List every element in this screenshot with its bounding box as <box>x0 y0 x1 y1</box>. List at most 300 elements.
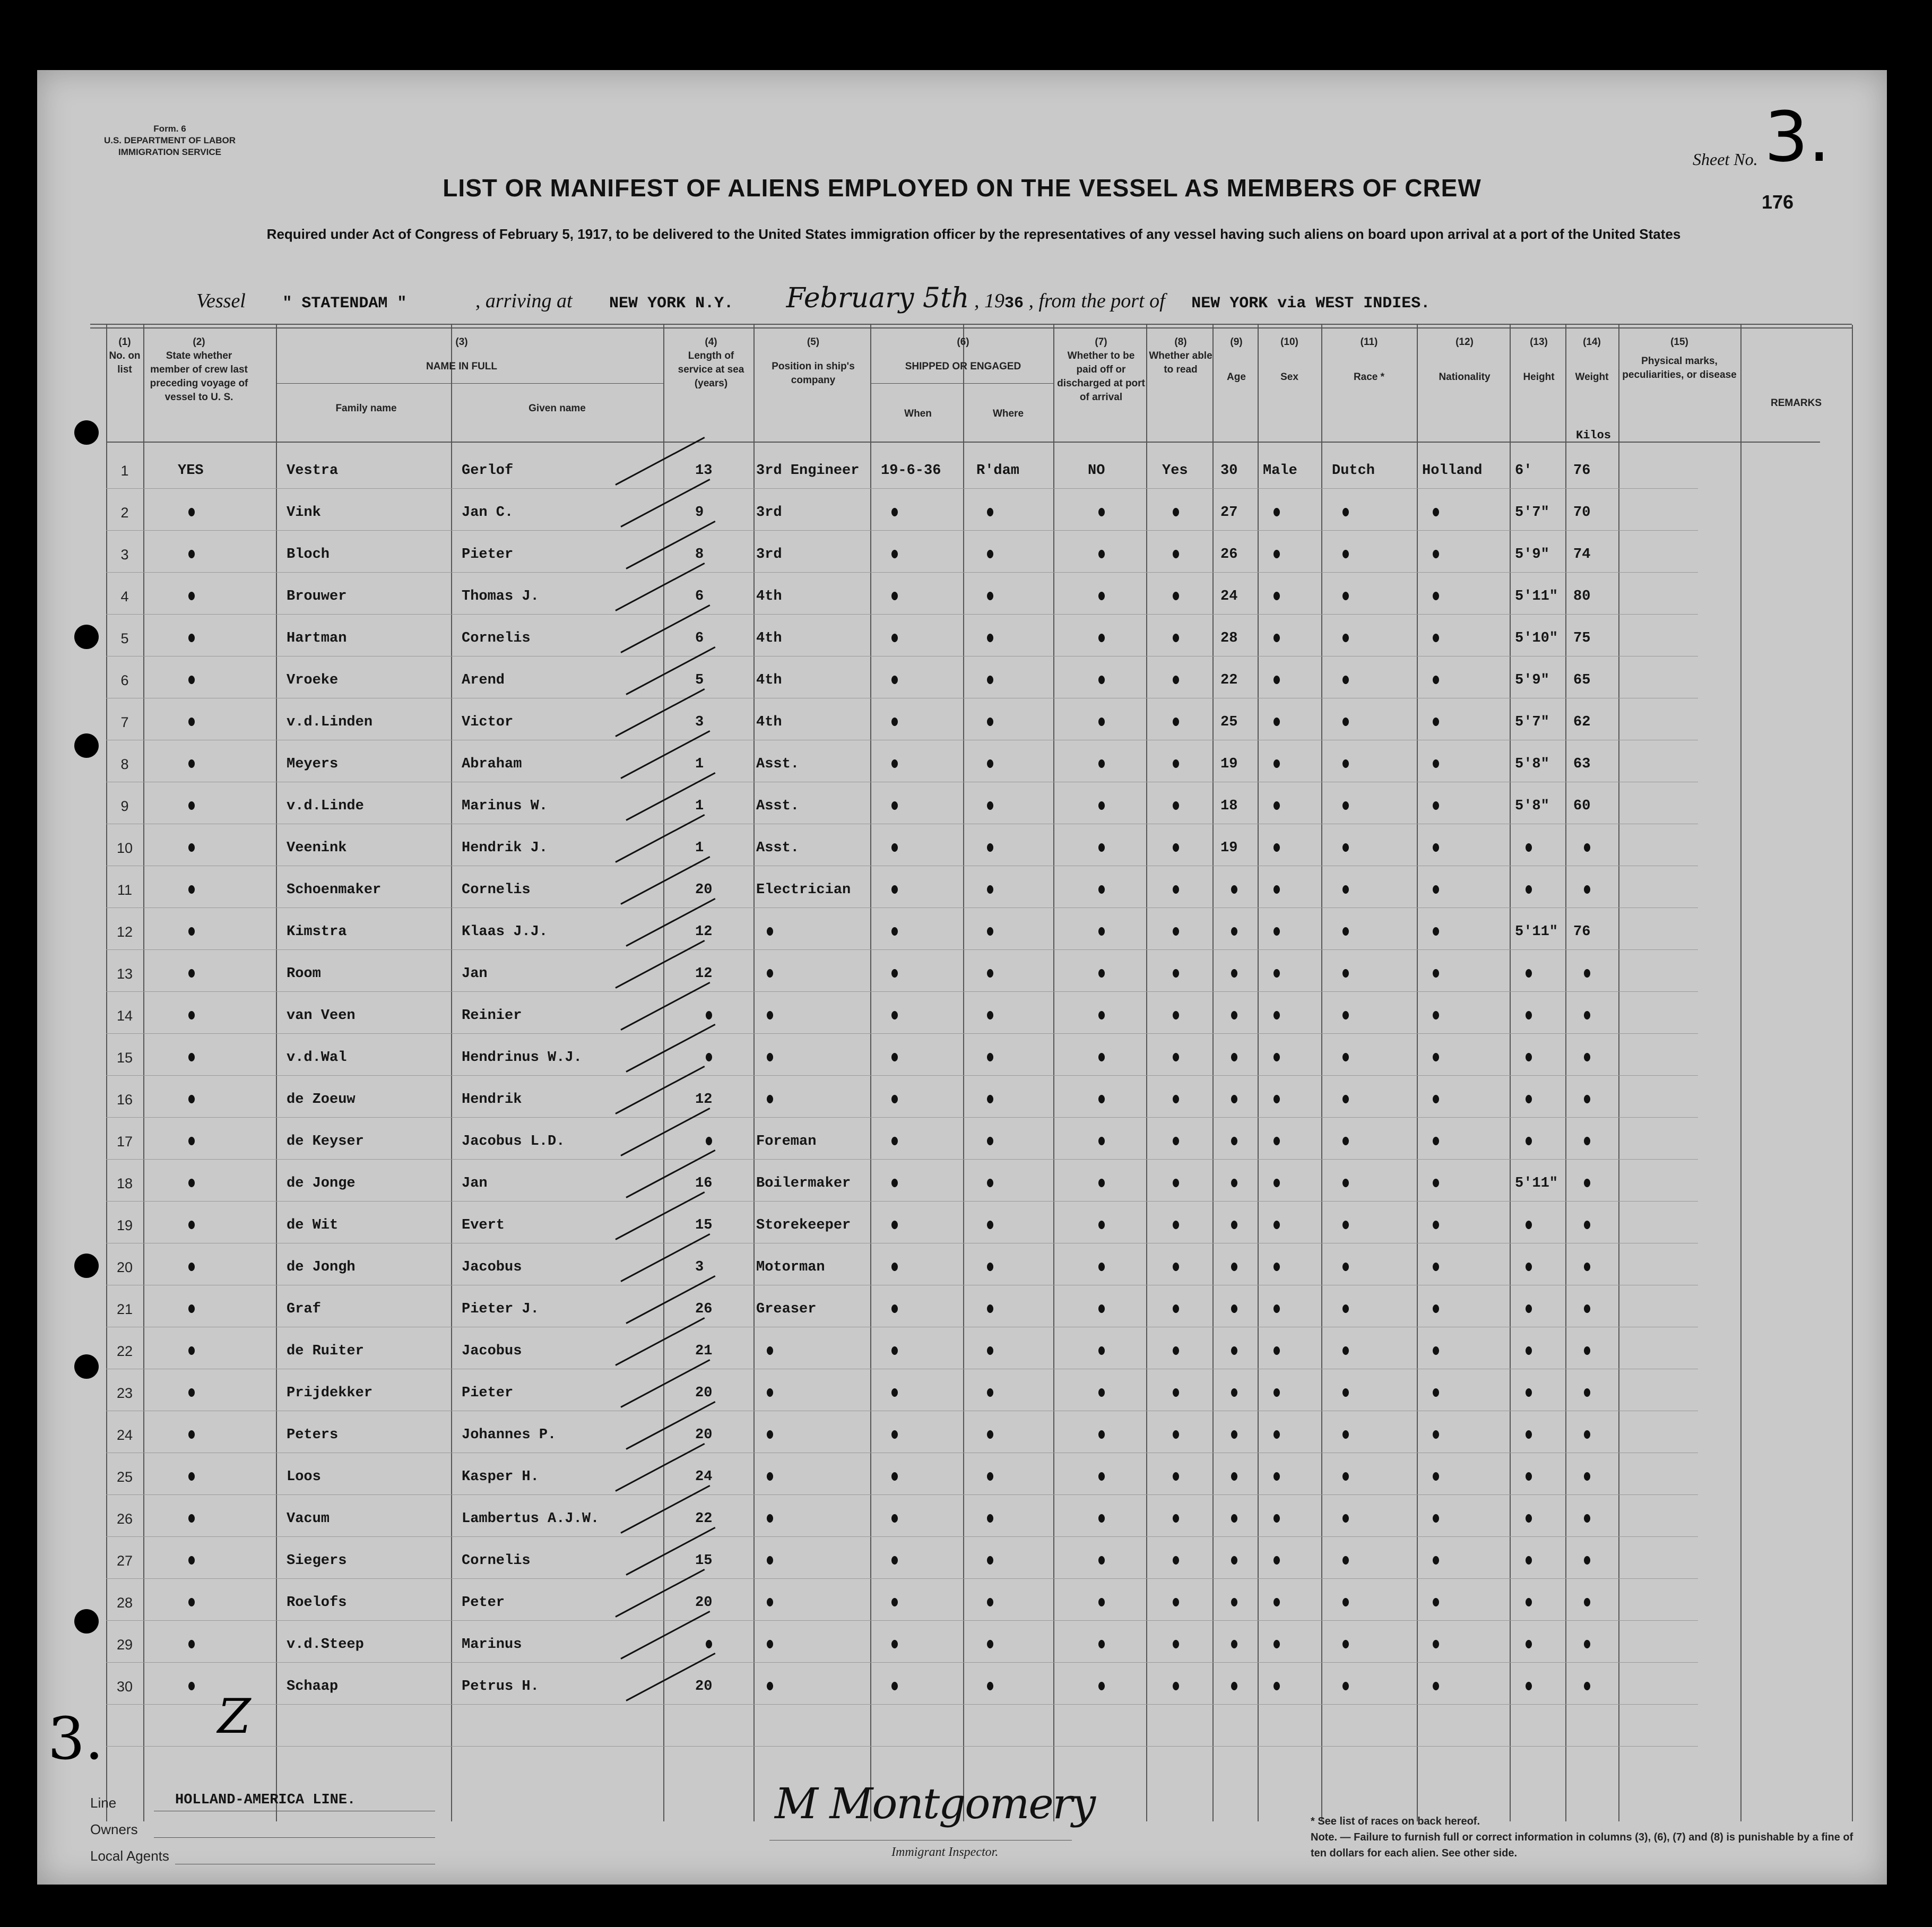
ditto-mark <box>767 1095 773 1103</box>
col-shipped: (6) SHIPPED OR ENGAGED <box>905 336 1021 372</box>
cell-family: v.d.Linden <box>287 714 373 730</box>
cell-years: 1 <box>695 840 704 856</box>
ditto-mark <box>1098 550 1105 558</box>
row-number: 9 <box>120 798 129 814</box>
cell-weight: 74 <box>1573 547 1591 563</box>
cell-height: 5'9" <box>1515 672 1549 688</box>
ditto-mark <box>1584 843 1590 852</box>
col-age: (9) Age <box>1227 336 1246 383</box>
ditto-mark <box>891 1430 898 1439</box>
ditto-mark <box>188 1388 195 1397</box>
ditto-mark <box>1584 1137 1590 1145</box>
column-rule <box>753 325 755 1821</box>
ditto-mark <box>1526 1430 1532 1439</box>
ditto-mark <box>767 927 773 936</box>
cell-years: 9 <box>695 505 704 521</box>
row-rule <box>106 1117 1698 1118</box>
row-number: 14 <box>116 1008 133 1024</box>
ditto-mark <box>1173 759 1179 768</box>
ditto-mark <box>987 634 993 642</box>
row-rule <box>106 1578 1698 1579</box>
ditto-mark <box>1584 1514 1590 1523</box>
ditto-mark <box>1342 1011 1349 1019</box>
cell-given: Jacobus <box>462 1343 522 1359</box>
ditto-mark <box>1342 718 1349 726</box>
column-rule <box>451 325 452 1821</box>
ditto-mark <box>987 718 993 726</box>
cell-given: Klaas J.J. <box>462 924 548 940</box>
ditto-mark <box>891 1095 898 1103</box>
ditto-mark <box>1173 1640 1179 1648</box>
ditto-mark <box>1584 1346 1590 1355</box>
row-number: 12 <box>116 924 133 940</box>
ditto-mark <box>1273 718 1280 726</box>
cell-age: 27 <box>1220 505 1238 521</box>
ditto-mark <box>987 1095 993 1103</box>
row-rule <box>106 1536 1698 1537</box>
ditto-mark <box>1173 1682 1179 1690</box>
ditto-mark <box>1098 1053 1105 1061</box>
cell-position: Foreman <box>756 1134 817 1150</box>
ditto-mark <box>987 1263 993 1271</box>
cell-given: Jan C. <box>462 505 514 521</box>
check-slash <box>615 1317 705 1366</box>
ditto-mark <box>1173 550 1179 558</box>
ditto-mark <box>891 718 898 726</box>
ditto-mark <box>1433 676 1439 684</box>
ditto-mark <box>987 508 993 516</box>
row-rule <box>106 1201 1698 1202</box>
ditto-mark <box>188 1221 195 1229</box>
ditto-mark <box>987 885 993 894</box>
cell-age: 18 <box>1220 798 1238 814</box>
sheet-number: 3. <box>1764 97 1831 177</box>
ditto-mark <box>1231 1514 1237 1523</box>
check-slash <box>615 1191 705 1240</box>
ditto-mark <box>767 1472 773 1481</box>
ditto-mark <box>1273 843 1280 852</box>
cell-family: Meyers <box>287 756 339 772</box>
row-rule <box>106 1075 1698 1076</box>
ditto-mark <box>1231 1095 1237 1103</box>
cell-years: 3 <box>695 714 704 730</box>
ditto-mark <box>1342 927 1349 936</box>
cell-family: Graf <box>287 1301 321 1317</box>
ditto-mark <box>1173 1137 1179 1145</box>
row-rule <box>106 1662 1698 1663</box>
ditto-mark <box>1433 1137 1439 1145</box>
ditto-mark <box>1433 927 1439 936</box>
ditto-mark <box>891 1640 898 1648</box>
cell-position: Boilermaker <box>756 1176 851 1191</box>
cell-when: 19-6-36 <box>881 463 941 479</box>
cell-paid: NO <box>1088 463 1105 479</box>
row-number: 17 <box>116 1134 133 1150</box>
ditto-mark <box>1273 1053 1280 1061</box>
ditto-mark <box>188 1263 195 1271</box>
ditto-mark <box>1231 1263 1237 1271</box>
row-rule <box>106 949 1698 950</box>
punch-hole <box>74 625 99 649</box>
ditto-mark <box>1584 1472 1590 1481</box>
ditto-mark <box>987 1346 993 1355</box>
ditto-mark <box>767 1598 773 1606</box>
ditto-mark <box>1173 1472 1179 1481</box>
cell-read: Yes <box>1162 463 1188 479</box>
check-slash <box>615 1569 705 1618</box>
column-rule <box>1212 325 1214 1821</box>
cell-family: Veenink <box>287 840 347 856</box>
cell-years: 15 <box>695 1217 713 1233</box>
cell-years: 12 <box>695 924 713 940</box>
line-label: Line <box>90 1795 117 1811</box>
ditto-mark <box>1098 1304 1105 1313</box>
ditto-mark <box>188 801 195 810</box>
ditto-mark <box>1526 1137 1532 1145</box>
ditto-mark <box>1584 1640 1590 1648</box>
ditto-mark <box>1098 1388 1105 1397</box>
form-number: Form. 6 <box>153 124 186 134</box>
cell-given: Cornelis <box>462 1553 531 1569</box>
column-rule <box>1321 325 1322 1821</box>
col-physical-marks: (15) Physical marks, peculiarities, or disease <box>1622 336 1737 381</box>
row-number: 26 <box>116 1511 133 1527</box>
ditto-mark <box>1231 1221 1237 1229</box>
cell-years: 12 <box>695 1092 713 1108</box>
cell-age: 25 <box>1220 714 1238 730</box>
ditto-mark <box>706 1640 712 1648</box>
cell-family: Vink <box>287 505 321 521</box>
cell-height: 6' <box>1515 463 1532 479</box>
ditto-mark <box>891 885 898 894</box>
row-number: 25 <box>116 1469 133 1485</box>
col-paid-off: (7) Whether to be paid off or discharged at port of arrival <box>1057 336 1145 403</box>
ditto-mark <box>987 1388 993 1397</box>
ditto-mark <box>1584 1179 1590 1187</box>
subheader-rule <box>870 383 1053 384</box>
manifest-sheet <box>37 70 1887 1885</box>
cell-given: Reinier <box>462 1008 522 1024</box>
cell-family: Roelofs <box>287 1595 347 1611</box>
line-value: HOLLAND-AMERICA LINE. <box>175 1792 356 1808</box>
ditto-mark <box>1173 1011 1179 1019</box>
ditto-mark <box>987 1011 993 1019</box>
cell-height: 5'9" <box>1515 547 1549 563</box>
ditto-mark <box>1273 592 1280 600</box>
row-number: 27 <box>116 1553 133 1569</box>
ditto-mark <box>1098 1346 1105 1355</box>
cell-age: 22 <box>1220 672 1238 688</box>
cell-given: Evert <box>462 1217 505 1233</box>
ditto-mark <box>1173 508 1179 516</box>
cell-weight: 70 <box>1573 505 1591 521</box>
ditto-mark <box>1173 1179 1179 1187</box>
punch-hole <box>74 1254 99 1278</box>
ditto-mark <box>891 1304 898 1313</box>
ditto-mark <box>1342 1095 1349 1103</box>
ditto-mark <box>987 969 993 978</box>
ditto-mark <box>1273 1346 1280 1355</box>
row-rule <box>106 991 1698 992</box>
ditto-mark <box>1173 1346 1179 1355</box>
cell-position: 4th <box>756 672 782 688</box>
ditto-mark <box>1342 1598 1349 1606</box>
cell-position: 3rd Engineer <box>756 463 860 479</box>
ditto-mark <box>987 1514 993 1523</box>
ditto-mark <box>1526 1472 1532 1481</box>
ditto-mark <box>1342 1430 1349 1439</box>
ditto-mark <box>767 1053 773 1061</box>
ditto-mark <box>1173 927 1179 936</box>
table-top-rule-2 <box>90 327 1852 329</box>
ditto-mark <box>1231 1472 1237 1481</box>
ditto-mark <box>1273 1514 1280 1523</box>
ditto-mark <box>1342 1514 1349 1523</box>
row-number: 3 <box>120 547 129 563</box>
row-rule <box>106 614 1698 615</box>
ditto-mark <box>188 885 195 894</box>
ditto-mark <box>1433 1221 1439 1229</box>
cell-years: 20 <box>695 882 713 898</box>
ditto-mark <box>188 969 195 978</box>
row-number: 2 <box>120 505 129 521</box>
ditto-mark <box>1273 759 1280 768</box>
ditto-mark <box>987 1430 993 1439</box>
ditto-mark <box>1273 1682 1280 1690</box>
cell-years: 20 <box>695 1679 713 1695</box>
ditto-mark <box>1273 801 1280 810</box>
ditto-mark <box>1342 1221 1349 1229</box>
ditto-mark <box>188 1682 195 1690</box>
cell-position: 4th <box>756 589 782 604</box>
col-years: (4) Length of service at sea (years) <box>678 336 744 389</box>
ditto-mark <box>1342 801 1349 810</box>
cell-position: Greaser <box>756 1301 817 1317</box>
ditto-mark <box>767 1346 773 1355</box>
ditto-mark <box>1342 1053 1349 1061</box>
ditto-mark <box>188 1011 195 1019</box>
cell-given: Abraham <box>462 756 522 772</box>
ditto-mark <box>1173 1221 1179 1229</box>
ditto-mark <box>1342 1179 1349 1187</box>
ditto-mark <box>1433 508 1439 516</box>
ditto-mark <box>987 1053 993 1061</box>
ditto-mark <box>188 508 195 516</box>
ditto-mark <box>1526 1682 1532 1690</box>
ditto-mark <box>767 1011 773 1019</box>
cell-given: Cornelis <box>462 630 531 646</box>
row-number: 4 <box>120 589 129 604</box>
ditto-mark <box>891 1556 898 1565</box>
ditto-mark <box>1098 1179 1105 1187</box>
ditto-mark <box>1584 885 1590 894</box>
column-rule <box>1510 325 1511 1821</box>
ditto-mark <box>1584 1221 1590 1229</box>
ditto-mark <box>1342 1388 1349 1397</box>
ditto-mark <box>1098 592 1105 600</box>
year-prefix: , 19 <box>974 290 1004 312</box>
row-rule <box>106 1159 1698 1160</box>
row-rule <box>106 1494 1698 1495</box>
ditto-mark <box>706 1011 712 1019</box>
ditto-mark <box>188 1053 195 1061</box>
ditto-mark <box>1433 1053 1439 1061</box>
ditto-mark <box>891 508 898 516</box>
col-sex: (10) Sex <box>1280 336 1298 383</box>
ditto-mark <box>1342 676 1349 684</box>
ditto-mark <box>1173 1556 1179 1565</box>
row-rule <box>106 572 1698 573</box>
cell-given: Marinus W. <box>462 798 548 814</box>
cell-given: Jacobus L.D. <box>462 1134 565 1150</box>
ditto-mark <box>1098 718 1105 726</box>
ditto-mark <box>1273 885 1280 894</box>
column-rule <box>963 325 964 1821</box>
ditto-mark <box>891 1514 898 1523</box>
local-agents-label: Local Agents <box>90 1848 169 1864</box>
column-rule <box>1417 325 1418 1821</box>
cell-given: Jacobus <box>462 1259 522 1275</box>
cell-weight: 63 <box>1573 756 1591 772</box>
cell-family: Peters <box>287 1427 339 1443</box>
cell-given: Victor <box>462 714 514 730</box>
ditto-mark <box>891 927 898 936</box>
cell-height: 5'7" <box>1515 505 1549 521</box>
ditto-mark <box>1098 1640 1105 1648</box>
ditto-mark <box>1526 1388 1532 1397</box>
ditto-mark <box>1273 1598 1280 1606</box>
punch-hole <box>74 1354 99 1379</box>
department-name: U.S. DEPARTMENT OF LABOR <box>103 135 236 145</box>
cell-years: 21 <box>695 1343 713 1359</box>
cell-family: Siegers <box>287 1553 347 1569</box>
page-number: 176 <box>1762 191 1794 213</box>
ditto-mark <box>1098 969 1105 978</box>
cell-years: 20 <box>695 1595 713 1611</box>
ditto-mark <box>1098 1011 1105 1019</box>
ditto-mark <box>188 592 195 600</box>
ditto-mark <box>188 1179 195 1187</box>
cell-position: Electrician <box>756 882 851 898</box>
row-rule <box>106 1704 1698 1705</box>
row-number: 18 <box>116 1176 133 1191</box>
column-rule <box>1618 325 1619 1821</box>
cell-years: 15 <box>695 1553 713 1569</box>
ditto-mark <box>1273 1011 1280 1019</box>
ditto-mark <box>1584 1304 1590 1313</box>
cell-years: 6 <box>695 589 704 604</box>
cell-family: v.d.Steep <box>287 1637 364 1653</box>
form-header <box>90 123 249 158</box>
ditto-mark <box>891 1011 898 1019</box>
ditto-mark <box>1526 885 1532 894</box>
cell-age: 28 <box>1220 630 1238 646</box>
cell-height: 5'11" <box>1515 924 1558 940</box>
cell-position: Asst. <box>756 798 800 814</box>
cell-height: 5'8" <box>1515 798 1549 814</box>
ditto-mark <box>1098 885 1105 894</box>
ditto-mark <box>188 1137 195 1145</box>
cell-years: 1 <box>695 798 704 814</box>
cell-family: de Ruiter <box>287 1343 364 1359</box>
ditto-mark <box>1231 1556 1237 1565</box>
check-slash <box>615 437 705 486</box>
ditto-mark <box>1098 1137 1105 1145</box>
ditto-mark <box>1231 1388 1237 1397</box>
cell-weight: 62 <box>1573 714 1591 730</box>
ditto-mark <box>1173 1095 1179 1103</box>
cell-position: Motorman <box>756 1259 825 1275</box>
cell-given: Marinus <box>462 1637 522 1653</box>
ditto-mark <box>1231 1430 1237 1439</box>
ditto-mark <box>188 1598 195 1606</box>
cell-family: v.d.Linde <box>287 798 364 814</box>
cell-given: Lambertus A.J.W. <box>462 1511 600 1527</box>
cell-family: v.d.Wal <box>287 1050 347 1066</box>
row-number: 7 <box>120 714 129 730</box>
ditto-mark <box>767 1388 773 1397</box>
check-slash <box>620 982 710 1031</box>
cell-given: Peter <box>462 1595 505 1611</box>
cell-given: Petrus H. <box>462 1679 539 1695</box>
ditto-mark <box>891 1598 898 1606</box>
ditto-mark <box>1098 759 1105 768</box>
ditto-mark <box>1273 676 1280 684</box>
ditto-mark <box>1526 1011 1532 1019</box>
check-slash <box>615 1443 705 1492</box>
cell-given: Jan <box>462 1176 488 1191</box>
subheader-rule <box>276 383 663 384</box>
col-nationality: (12) Nationality <box>1439 336 1491 383</box>
cell-years: 3 <box>695 1259 704 1275</box>
ditto-mark <box>188 1095 195 1103</box>
ditto-mark <box>188 1640 195 1648</box>
ditto-mark <box>987 1472 993 1481</box>
ditto-mark <box>1526 843 1532 852</box>
ditto-mark <box>1273 508 1280 516</box>
ditto-mark <box>1231 1137 1237 1145</box>
ditto-mark <box>188 1556 195 1565</box>
ditto-mark <box>188 1430 195 1439</box>
cell-years: 12 <box>695 966 713 982</box>
ditto-mark <box>1584 1053 1590 1061</box>
cell-given: Gerlof <box>462 463 514 479</box>
ditto-mark <box>188 927 195 936</box>
ditto-mark <box>188 1346 195 1355</box>
ditto-mark <box>1173 1304 1179 1313</box>
ditto-mark <box>891 634 898 642</box>
cell-weight: 76 <box>1573 924 1591 940</box>
ditto-mark <box>1526 1304 1532 1313</box>
ditto-mark <box>1098 1472 1105 1481</box>
ditto-mark <box>1526 969 1532 978</box>
ditto-mark <box>987 1221 993 1229</box>
cell-nat: Holland <box>1422 463 1483 479</box>
cell-years: 5 <box>695 672 704 688</box>
ditto-mark <box>1433 550 1439 558</box>
cell-height: 5'11" <box>1515 589 1558 604</box>
ditto-mark <box>1433 1556 1439 1565</box>
cell-years: 24 <box>695 1469 713 1485</box>
cell-position: 3rd <box>756 505 782 521</box>
ditto-mark <box>891 1346 898 1355</box>
ditto-mark <box>891 676 898 684</box>
ditto-mark <box>1231 1682 1237 1690</box>
ditto-mark <box>1526 1346 1532 1355</box>
from-label: , from the port of <box>1028 290 1165 312</box>
ditto-mark <box>1231 1179 1237 1187</box>
owners-label: Owners <box>90 1821 138 1837</box>
